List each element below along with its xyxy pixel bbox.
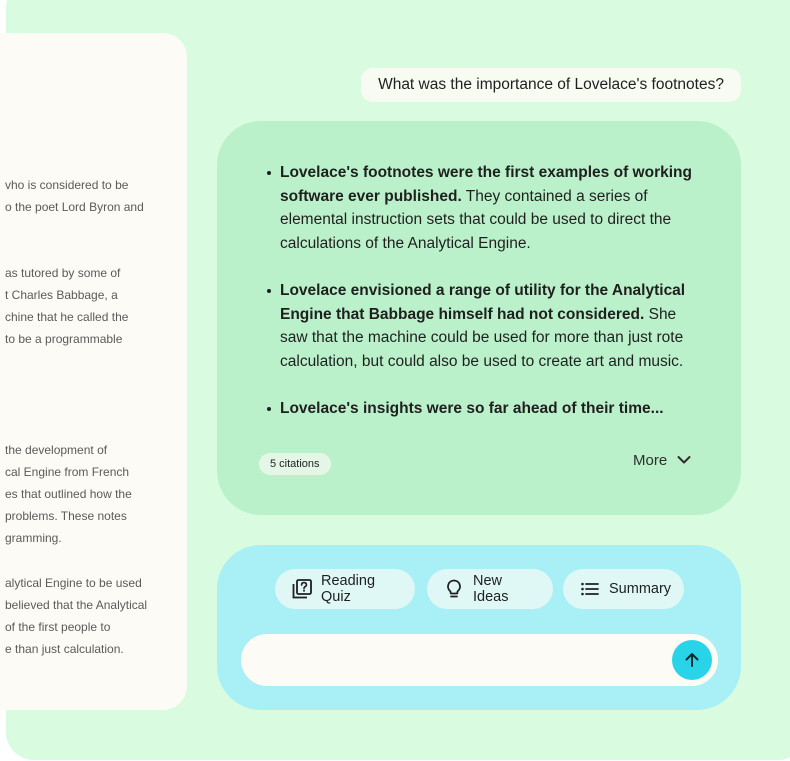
document-text-line: t Charles Babbage, a — [5, 288, 118, 302]
answer-bullet — [265, 279, 705, 373]
lightbulb-icon — [443, 578, 465, 600]
document-panel — [0, 33, 187, 710]
quiz-icon — [291, 578, 313, 600]
chevron-down-icon — [677, 455, 691, 465]
arrow-up-icon — [682, 650, 702, 670]
citations-badge[interactable] — [259, 453, 331, 475]
document-text-line: es that outlined how the — [5, 487, 132, 501]
document-text-line: the development of — [5, 443, 108, 457]
more-label: More — [633, 451, 668, 469]
answer-bullet-text: They contained a series of elemental instruction sets that could be used to direct the calculations of the Analytical Engine. — [280, 187, 672, 252]
answer-bullet — [265, 161, 705, 255]
user-question-bubble — [361, 68, 741, 102]
reading-quiz-chip[interactable] — [275, 569, 415, 609]
send-button[interactable] — [672, 640, 712, 680]
message-input-container — [241, 634, 718, 686]
answer-bullet-text: She saw that the machine could be used for more than just rote calculation, but could also be used to create art and music. — [280, 305, 684, 370]
chip-label: Summary — [609, 581, 672, 597]
answer-bullet-bold: Lovelace's footnotes were the first examples of working software ever published. — [280, 164, 692, 205]
summary-chip[interactable] — [563, 569, 684, 609]
document-text-line: as tutored by some of — [5, 266, 121, 280]
document-text-line: alytical Engine to be used — [5, 576, 142, 590]
more-button[interactable] — [633, 449, 691, 471]
chip-label: New Ideas — [473, 573, 509, 605]
answer-bullet-bold: Lovelace envisioned a range of utility for the Analytical Engine that Babbage himself had not considered. — [280, 282, 686, 323]
user-question-text: What was the importance of Lovelace's footnotes? — [378, 76, 724, 93]
document-text-line: problems. These notes — [5, 509, 127, 523]
document-text-line: to be a programmable — [5, 332, 123, 346]
document-text-line: chine that he called the — [5, 310, 129, 324]
document-text-line: of the first people to — [5, 620, 111, 634]
document-text-line: e than just calculation. — [5, 642, 124, 656]
list-icon — [579, 578, 601, 600]
message-input[interactable] — [259, 634, 663, 688]
chip-label: Reading Quiz — [321, 573, 376, 605]
document-text-line: gramming. — [5, 531, 62, 545]
answer-bullet-list — [265, 161, 705, 445]
new-ideas-chip[interactable] — [427, 569, 553, 609]
document-text-line: o the poet Lord Byron and — [5, 200, 144, 214]
document-text-line: cal Engine from French — [5, 465, 130, 479]
answer-bullet-bold: Lovelace's insights were so far ahead of their time... — [280, 400, 664, 417]
document-text-line: vho is considered to be — [5, 178, 129, 192]
answer-bullet — [265, 397, 705, 421]
citations-label: 5 citations — [270, 458, 320, 470]
document-text-line: believed that the Analytical — [5, 598, 148, 612]
composer-panel — [217, 545, 741, 710]
answer-card — [217, 121, 741, 515]
